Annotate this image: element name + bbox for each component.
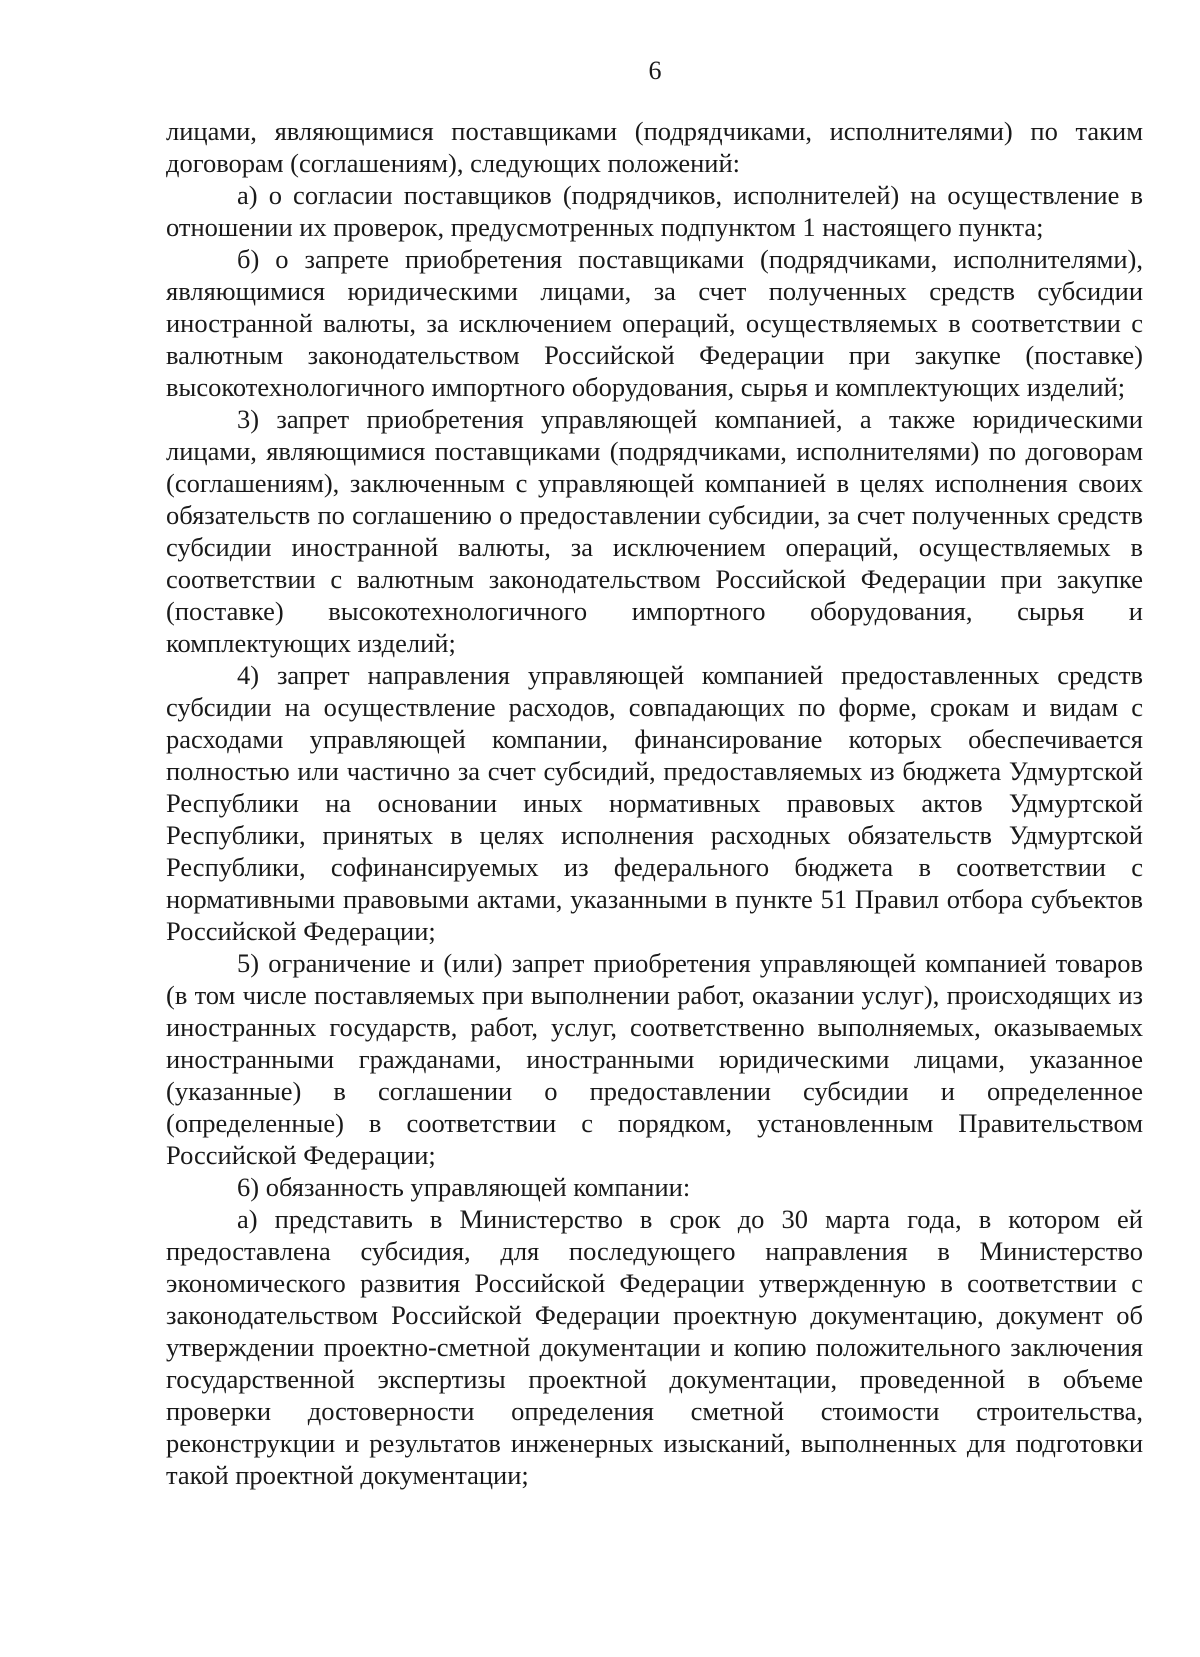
paragraph-item-4: 4) запрет направления управляющей компанией предоставленных средств субсидии на осуществление расходов, совпадающих по форме, срокам и видам с расходами управляющей компании, финансирование которых обеспечивается полностью или частично за счет субсидий, предоставляемых из бюджета Удмуртской Республики на основании иных нормативных правовых актов Удмуртской Республики, принятых в целях исполнения расходных обязательств Удмуртской Республики, софинансируемых из федерального бюджета в соответствии с нормативными правовыми актами, указанными в пункте 51 Правил отбора субъектов Российской Федерации; bbox=[166, 660, 1143, 946]
paragraph-subitem-a: а) о согласии поставщиков (подрядчиков, исполнителей) на осуществление в отношении их проверок, предусмотренных подпунктом 1 настоящего пункта; bbox=[166, 180, 1143, 242]
paragraph-item-3: 3) запрет приобретения управляющей компанией, а также юридическими лицами, являющимися поставщиками (подрядчиками, исполнителями) по договорам (соглашениям), заключенным с управляющей компанией в целях исполнения своих обязательств по соглашению о предоставлении субсидии, за счет полученных средств субсидии иностранной валюты, за исключением операций, осуществляемых в соответствии с валютным законодательством Российской Федерации при закупке (поставке) высокотехнологичного импортного оборудования, сырья и комплектующих изделий; bbox=[166, 404, 1143, 658]
paragraph-item-6: 6) обязанность управляющей компании: bbox=[237, 1172, 691, 1202]
paragraph-continuation: лицами, являющимися поставщиками (подрядчиками, исполнителями) по таким договорам (соглашениям), следующих положений: bbox=[166, 116, 1143, 178]
document-body bbox=[166, 115, 1143, 1491]
paragraph-item-6-subitem-a: а) представить в Министерство в срок до 30 марта года, в котором ей предоставлена субсидия, для последующего направления в Министерство экономического развития Российской Федерации утвержденную в соответствии с законодательством Российской Федерации проектную документацию, документ об утверждении проектно-сметной документации и копию положительного заключения государственной экспертизы проектной документации, проведенной в объеме проверки достоверности определения сметной стоимости строительства, реконструкции и результатов инженерных изысканий, выполненных для подготовки такой проектной документации; bbox=[166, 1204, 1143, 1490]
paragraph-item-5: 5) ограничение и (или) запрет приобретения управляющей компанией товаров (в том числе поставляемых при выполнении работ, оказании услуг), происходящих из иностранных государств, работ, услуг, соответственно выполняемых, оказываемых иностранными гражданами, иностранными юридическими лицами, указанное (указанные) в соглашении о предоставлении субсидии и определенное (определенные) в соответствии с порядком, установленным Правительством Российской Федерации; bbox=[166, 948, 1143, 1170]
page-number: 6 bbox=[648, 56, 662, 85]
paragraph-subitem-b: б) о запрете приобретения поставщиками (подрядчиками, исполнителями), являющимися юридическими лицами, за счет полученных средств субсидии иностранной валюты, за исключением операций, осуществляемых в соответствии с валютным законодательством Российской Федерации при закупке (поставке) высокотехнологичного импортного оборудования, сырья и комплектующих изделий; bbox=[166, 244, 1143, 402]
